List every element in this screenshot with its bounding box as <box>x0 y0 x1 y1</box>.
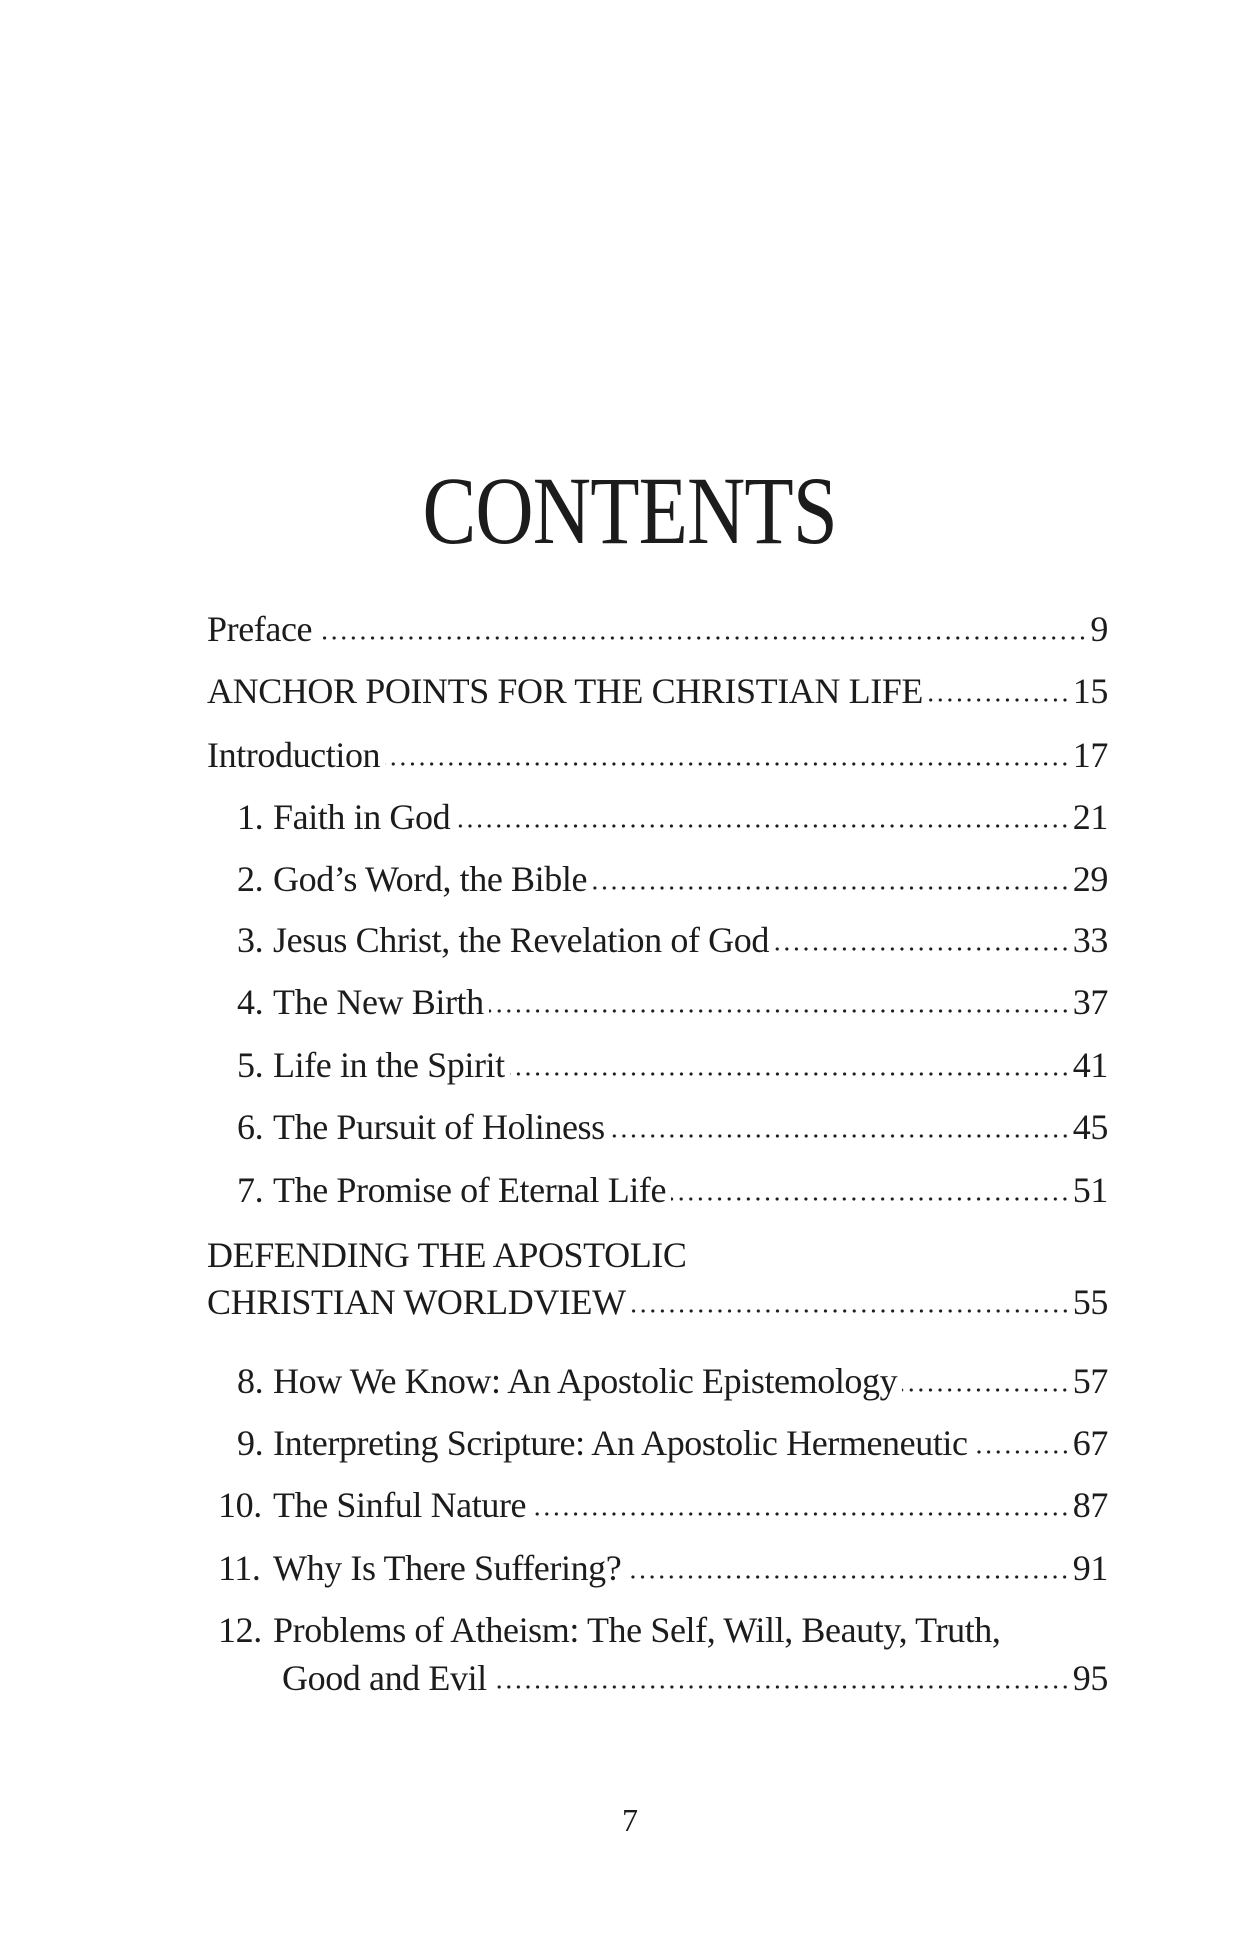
dot-leader <box>973 1450 1070 1454</box>
toc-entry-page: 51 <box>1072 1170 1108 1210</box>
toc-entry-chapter-12[interactable] <box>282 1656 1108 1700</box>
dot-leader <box>671 1197 1070 1201</box>
toc-entry-chapter-7[interactable] <box>237 1168 1108 1212</box>
toc-entry-page: 67 <box>1072 1423 1108 1463</box>
dot-leader <box>631 1309 1070 1313</box>
toc-entry-chapter-3[interactable] <box>237 918 1108 962</box>
toc-entry-title-line-1: Problems of Atheism: The Self, Will, Beauty, Truth, <box>273 1610 1001 1650</box>
toc-entry-chapter-8[interactable] <box>237 1359 1108 1403</box>
dot-leader <box>317 636 1087 640</box>
dot-leader <box>489 1009 1070 1013</box>
dot-leader <box>902 1388 1070 1392</box>
toc-entry-page: 29 <box>1072 859 1108 899</box>
toc-entry-page: 33 <box>1072 920 1108 960</box>
toc-entry-title: God’s Word, the Bible <box>273 859 588 899</box>
dot-leader <box>592 886 1070 890</box>
chapter-number: 6. <box>237 1107 264 1147</box>
toc-entry-page: 15 <box>1072 671 1108 711</box>
toc-entry-chapter-1[interactable] <box>237 795 1108 839</box>
toc-entry-page: 17 <box>1072 735 1108 775</box>
toc-entry-chapter-6[interactable] <box>237 1105 1108 1149</box>
toc-entry-preface[interactable] <box>207 607 1108 651</box>
page-number: 7 <box>622 1802 638 1838</box>
toc-entry-title: ANCHOR POINTS FOR THE CHRISTIAN LIFE <box>207 671 923 711</box>
toc-entry-title: The New Birth <box>273 982 484 1022</box>
toc-entry-part-defending[interactable] <box>207 1280 1108 1324</box>
toc-entry-page: 21 <box>1072 797 1108 837</box>
toc-entry-title: The Sinful Nature <box>273 1485 527 1525</box>
toc-entry-chapter-5[interactable] <box>237 1043 1108 1087</box>
toc-entry-chapter-11[interactable] <box>218 1546 1108 1590</box>
dot-leader <box>385 762 1070 766</box>
chapter-number: 10. <box>218 1485 262 1525</box>
chapter-number: 5. <box>237 1045 264 1085</box>
dot-leader <box>610 1134 1070 1138</box>
toc-entry-title: The Pursuit of Holiness <box>273 1107 605 1147</box>
chapter-number: 3. <box>237 920 264 960</box>
contents-heading: CONTENTS <box>422 457 838 564</box>
chapter-number: 11. <box>218 1548 261 1588</box>
chapter-number: 9. <box>237 1423 264 1463</box>
toc-entry-part-anchor-points[interactable] <box>207 669 1108 713</box>
dot-leader <box>928 698 1070 702</box>
toc-entry-part-defending-line-1[interactable]: DEFENDING THE APOSTOLIC <box>207 1235 687 1275</box>
toc-entry-page: 9 <box>1090 609 1108 649</box>
toc-entry-title: How We Know: An Apostolic Epistemology <box>273 1361 898 1401</box>
chapter-number: 8. <box>237 1361 264 1401</box>
toc-entry-page: 91 <box>1072 1548 1108 1588</box>
toc-entry-title: Introduction <box>207 735 381 775</box>
toc-entry-introduction[interactable] <box>207 733 1108 777</box>
toc-entry-title: Good and Evil <box>282 1658 487 1698</box>
toc-entry-title: Interpreting Scripture: An Apostolic Hermeneutic <box>273 1423 968 1463</box>
toc-entry-chapter-9[interactable] <box>237 1421 1108 1465</box>
toc-entry-page: 87 <box>1072 1485 1108 1525</box>
dot-leader <box>774 947 1070 951</box>
chapter-number: 4. <box>237 982 264 1022</box>
chapter-number: 12. <box>218 1610 262 1650</box>
toc-entry-title: Preface <box>207 609 313 649</box>
toc-entry-chapter-10[interactable] <box>218 1483 1108 1527</box>
toc-entry-title: The Promise of Eternal Life <box>273 1170 667 1210</box>
dot-leader <box>626 1575 1069 1579</box>
toc-entry-page: 95 <box>1072 1658 1108 1698</box>
chapter-number: 2. <box>237 859 264 899</box>
toc-entry-chapter-12-line-1[interactable] <box>218 1608 1001 1652</box>
dot-leader <box>510 1072 1070 1076</box>
toc-entry-page: 45 <box>1072 1107 1108 1147</box>
toc-entry-title: Jesus Christ, the Revelation of God <box>273 920 769 960</box>
dot-leader <box>531 1512 1070 1516</box>
toc-entry-title: Faith in God <box>273 797 451 837</box>
chapter-number: 7. <box>237 1170 264 1210</box>
toc-entry-page: 41 <box>1072 1045 1108 1085</box>
dot-leader <box>492 1685 1070 1689</box>
toc-entry-page: 37 <box>1072 982 1108 1022</box>
toc-entry-chapter-2[interactable] <box>237 857 1108 901</box>
toc-entry-title: Life in the Spirit <box>273 1045 505 1085</box>
toc-entry-chapter-4[interactable] <box>237 980 1108 1024</box>
chapter-number: 1. <box>237 797 264 837</box>
toc-entry-title: CHRISTIAN WORLDVIEW <box>207 1282 626 1322</box>
dot-leader <box>455 824 1070 828</box>
toc-entry-page: 57 <box>1072 1361 1108 1401</box>
toc-entry-title: Why Is There Suffering? <box>273 1548 622 1588</box>
toc-entry-page: 55 <box>1072 1282 1108 1322</box>
